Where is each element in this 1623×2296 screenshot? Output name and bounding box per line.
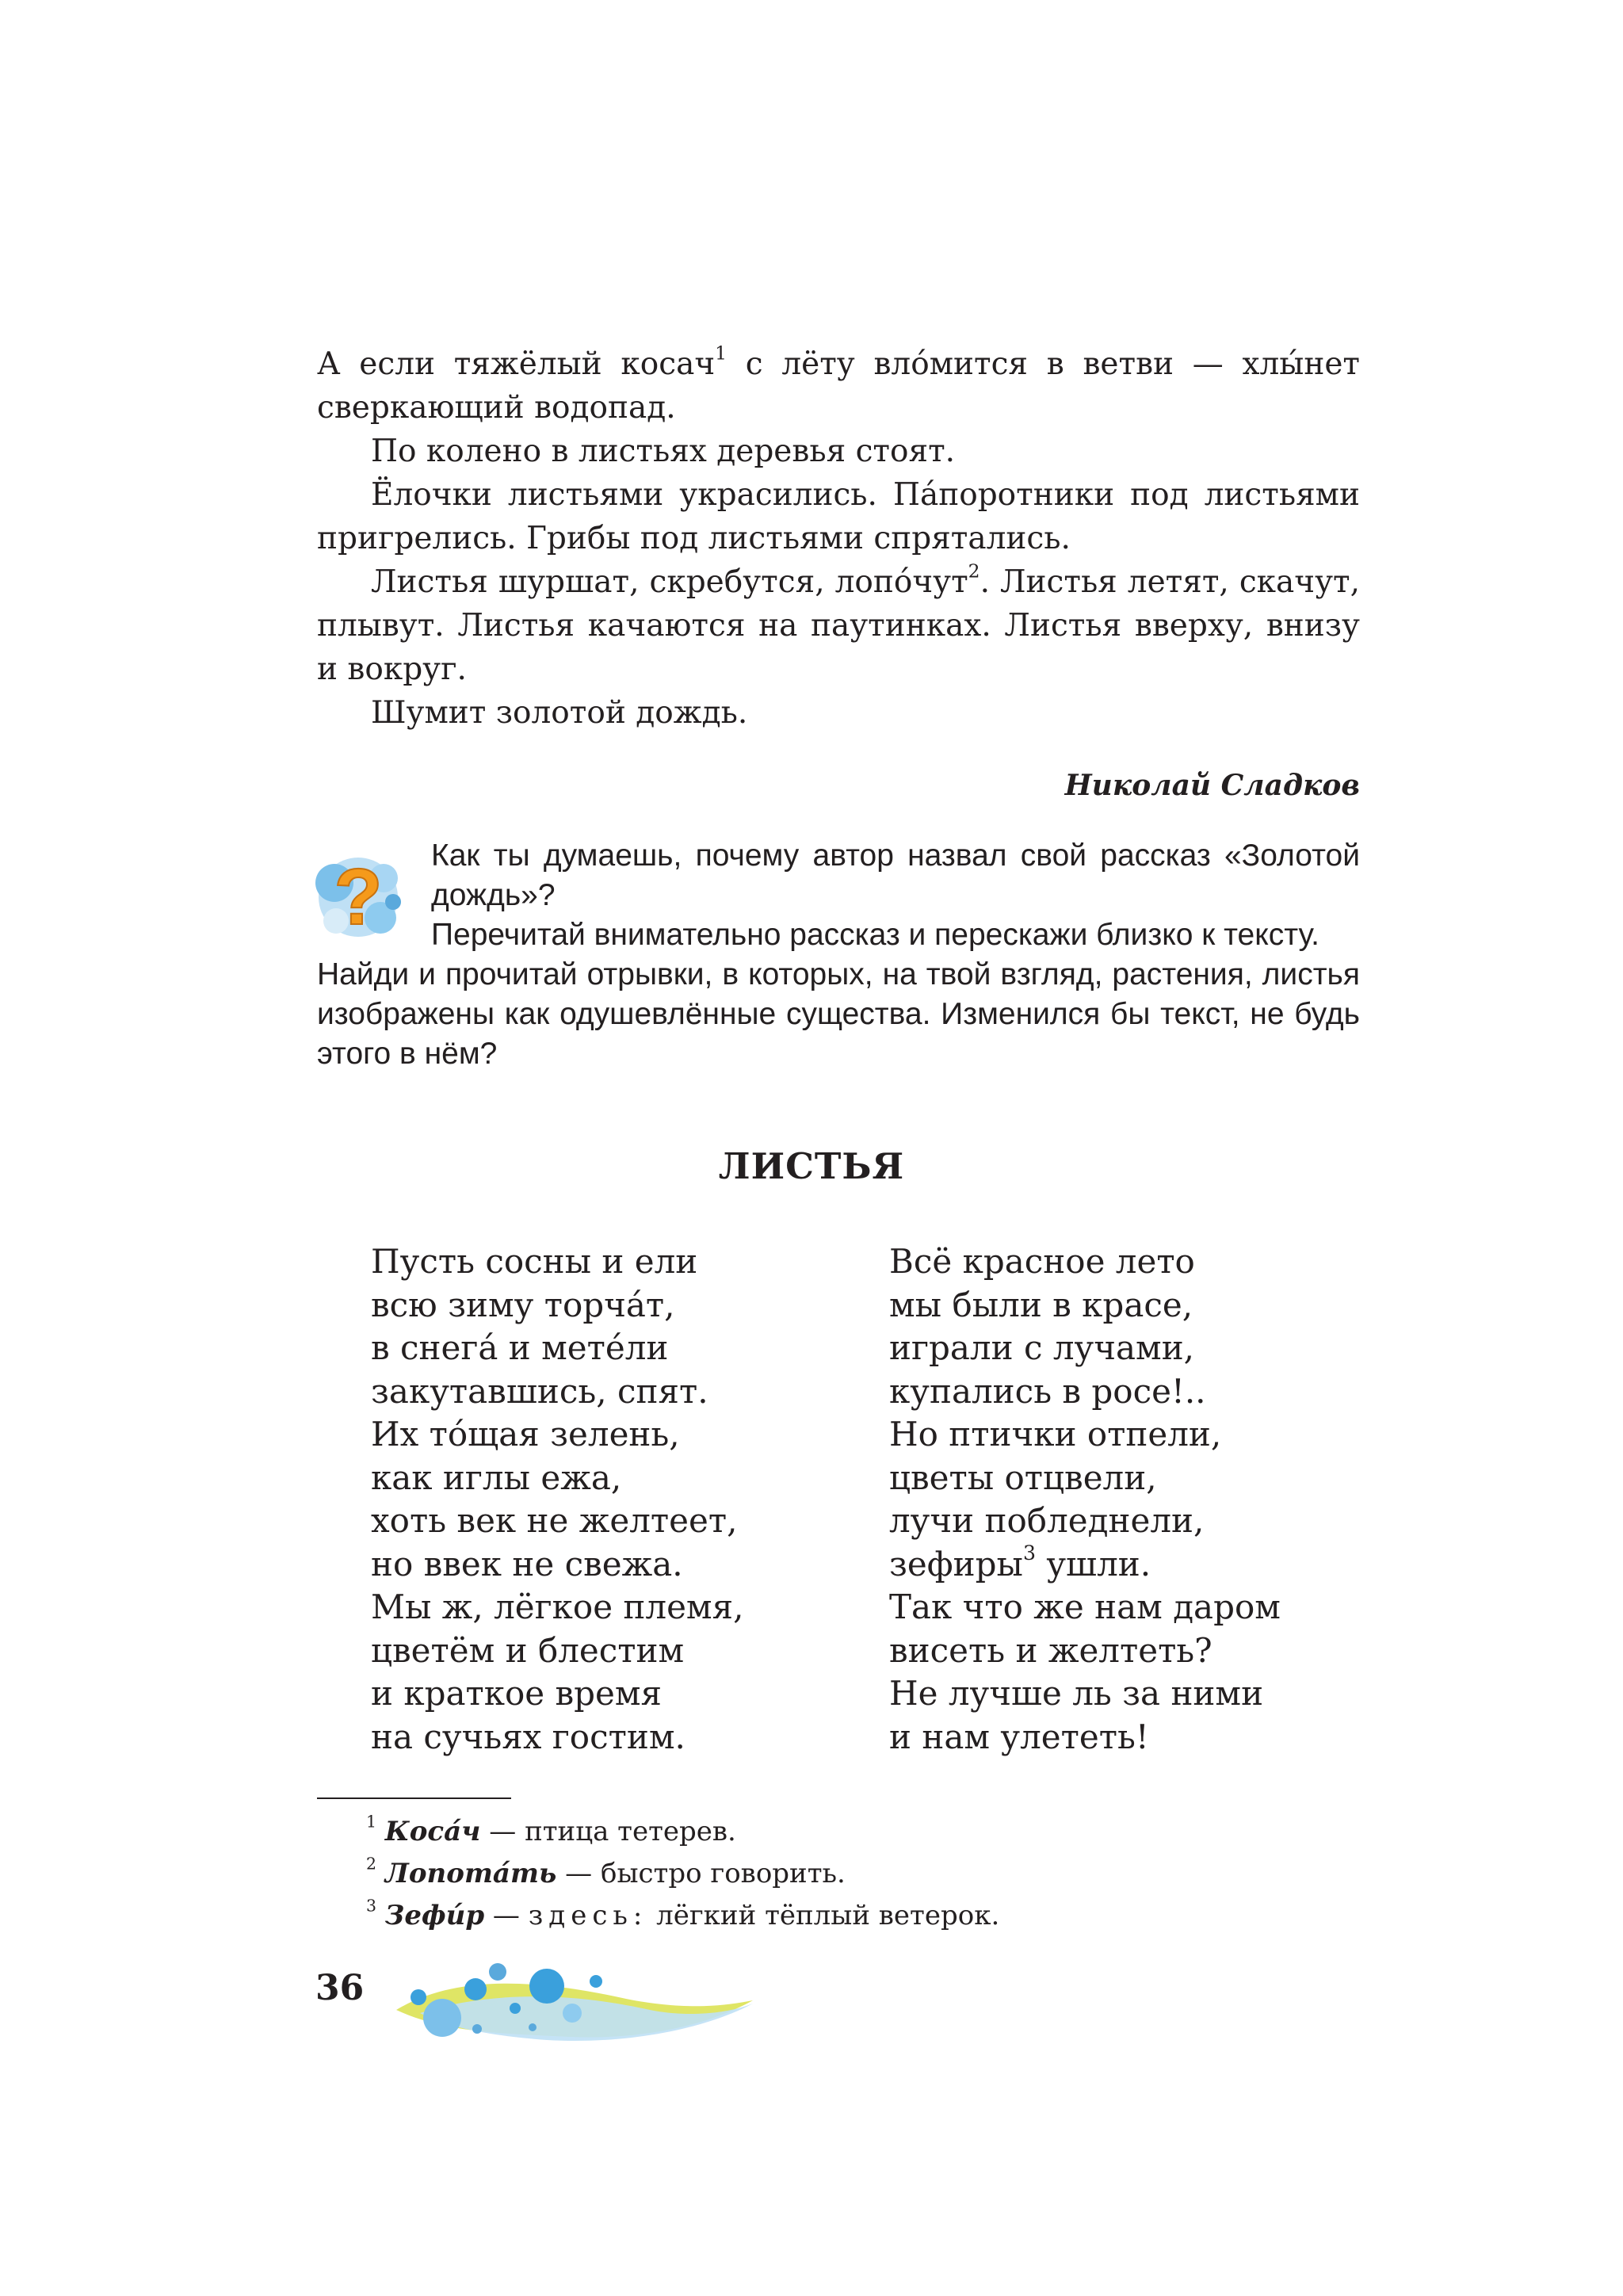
paragraph: Шумит золотой дождь. [371,695,748,731]
poem-line: зефиры$^3$ ушли. [889,1541,1151,1584]
footnote-definition: — птица тетерев. [480,1816,736,1847]
poem-line: закутавшись, спят. [371,1371,708,1411]
poem-line: цветы отцвели, [889,1457,1157,1497]
paragraph: А если тяжёлый косач$^1$ с лёту вло́мится в ветви — хлы́нет сверкающий водопад. [317,342,1360,426]
footnote-ref: 2 [968,560,980,583]
poem-column-right [889,1240,1281,1759]
poem-line: Так что же нам даром [889,1587,1281,1626]
poem-line: Пусть сосны и ели [371,1242,698,1281]
poem-line: в снега́ и мете́ли [371,1328,669,1367]
bubbles-decoration [388,1940,761,2051]
footnote-label: здесь: [528,1900,648,1931]
poem-line: Мы ж, лёгкое племя, [371,1587,744,1626]
poem-line: играли с лучами, [889,1328,1195,1367]
footnote-definition: — [484,1900,529,1931]
paragraph: Ёлочки листьями украсились. Па́поротники под листьями пригрелись. Грибы под листьями спрятались. [317,477,1360,556]
poem-line: как иглы ежа, [371,1457,622,1497]
paragraph: Листья шуршат, скребутся, лопо́чут$^2$. Листья летят, скачут, плывут. Листья качаются на паутинках. Листья вверху, внизу и вокруг. [317,560,1361,687]
poem-line: но ввек не свежа. [371,1544,683,1584]
footnote-term: Коса́ч [384,1816,481,1847]
poem-line: на сучьях гостим. [371,1717,685,1756]
poem-line: всю зиму торча́т, [371,1285,675,1324]
poem-line: и нам улететь! [889,1717,1149,1756]
footnote-term: Лопота́ть [384,1858,557,1889]
poem-title: ЛИСТЬЯ [718,1145,905,1187]
poem-line: Их то́щая зелень, [371,1415,680,1454]
footnote-definition: лёгкий тёплый ветерок. [647,1900,1000,1931]
poem-line: мы были в красе, [889,1285,1193,1324]
poem-line: и краткое время [371,1674,663,1713]
footnote [366,1853,999,1895]
paragraph: По колено в листьях деревья стоят. [371,434,956,469]
footnotes [366,1811,999,1937]
footnote-definition: — быстро говорить. [556,1858,846,1889]
poem-line: хоть век не желтеет, [371,1501,738,1540]
footnote-term: Зефи́р [384,1900,485,1931]
footnote-divider [317,1797,511,1799]
author-name: Николай Сладков [1064,769,1360,802]
footnote-mark: 2 [366,1854,376,1874]
footnote [366,1811,999,1853]
svg-text:?: ? [334,853,383,942]
poem-column-left [371,1240,743,1759]
footnote-ref: 3 [1022,1541,1036,1564]
footnote-ref: 1 [715,342,727,365]
poem-line: Всё красное лето [889,1242,1195,1281]
questions-block [317,836,1360,1074]
question: Как ты думаешь, почему автор назвал свой рассказ «Золотой дождь»? [431,839,1360,912]
question: Найди и прочитай отрывки, в которых, на твой взгляд, растения, листья изображены как одушевлённые существа. Изменился бы текст, не будь этого в нём? [317,957,1360,1071]
poem-line: цветём и блестим [371,1630,685,1670]
poem-line: купались в росе!.. [889,1371,1206,1411]
poem-line: лучи побледнели, [889,1501,1205,1540]
question: Перечитай внимательно рассказ и перескажи близко к тексту. [431,918,1319,952]
page-number: 36 [315,1968,365,2008]
footnote-mark: 3 [366,1896,376,1916]
footnote [366,1895,999,1937]
story-text [317,342,1360,735]
poem-line: Не лучше ль за ними [889,1674,1264,1713]
poem-line: висеть и желтеть? [889,1630,1212,1670]
footnote-mark: 1 [366,1812,376,1832]
poem-line: Но птички отпели, [889,1415,1222,1454]
